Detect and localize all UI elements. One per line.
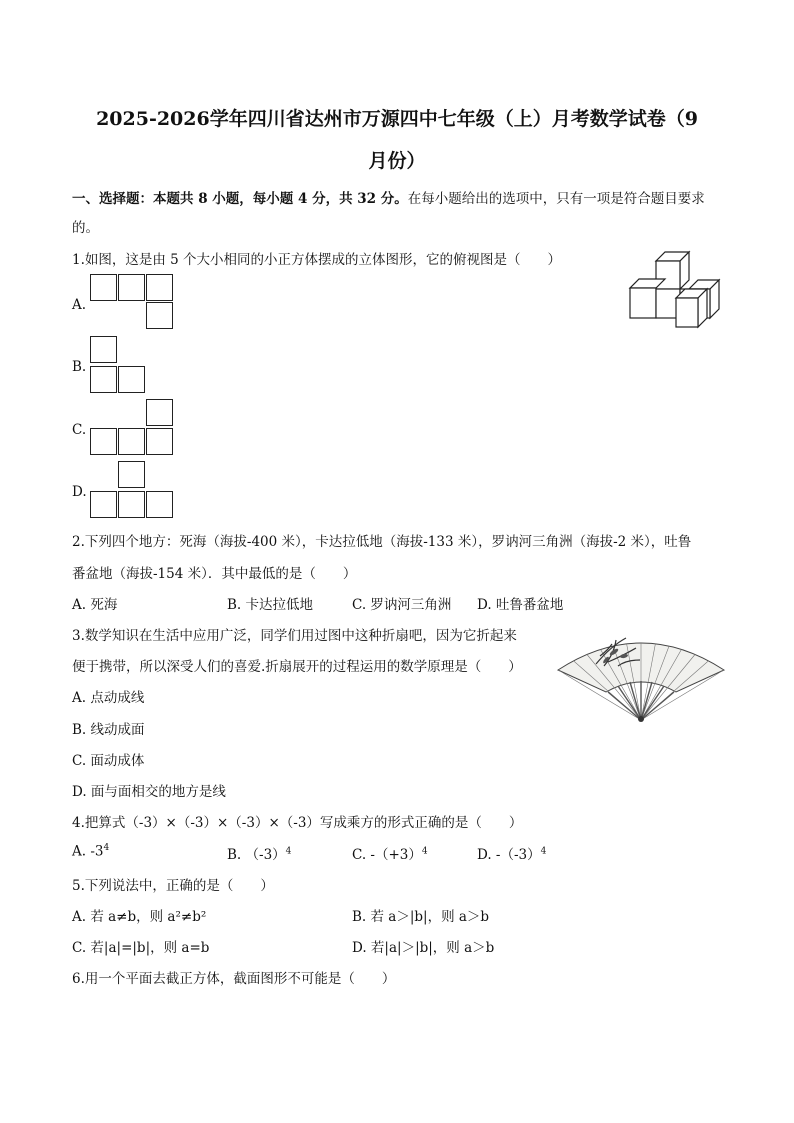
q4-option-b: B. $(-3)^4$ (227, 846, 292, 863)
q2-stem-line-1: 2.下列四个地方：死海（海拔-400 米），卡达拉低地（海拔-133 米），罗讷河三角洲（海拔-2 米），吐鲁 (72, 534, 692, 550)
q3-stem-line-2: 便于携带，所以深受人们的喜爱.折扇展开的过程运用的数学原理是（ ） (72, 659, 522, 675)
q1-option-a-label: A. (72, 297, 87, 313)
q2-option-d: D. 吐鲁番盆地 (477, 597, 564, 613)
q2-option-a: A. 死海 (72, 597, 118, 613)
q4-option-d: D. $-(-3)^4$ (477, 846, 547, 863)
q4-stem: 4.把算式（-3）×（-3）×（-3）×（-3）写成乘方的形式正确的是（ ） (72, 815, 523, 831)
section-header-bold: 一、选择题：本题共 8 小题，每小题 4 分，共 32 分。 (72, 191, 408, 207)
q1-stem: 1.如图，这是由 5 个大小相同的小正方体摆成的立体图形，它的俯视图是（ ） (72, 252, 562, 268)
q3-option-a: A. 点动成线 (72, 690, 145, 706)
q5-option-d: D. 若|a|＞|b|，则 a＞b (352, 940, 495, 956)
cube-stack-figure (626, 248, 726, 330)
q3-stem-line-1: 3.数学知识在生活中应用广泛，同学们用过图中这种折扇吧，因为它折起来 (72, 628, 517, 644)
q5-option-b: B. 若 a＞|b|，则 a＞b (352, 909, 490, 925)
q2-stem-line-2: 番盆地（海拔-154 米）．其中最低的是（ ） (72, 566, 357, 582)
q6-stem: 6.用一个平面去截正方体，截面图形不可能是（ ） (72, 971, 396, 987)
section-header-line-2: 的。 (72, 220, 99, 236)
q5-option-a: A. 若 a≠b，则 a²≠b² (72, 909, 207, 925)
q2-option-b: B. 卡达拉低地 (227, 597, 314, 613)
q4-option-c: C. $-(+3)^4$ (352, 846, 428, 863)
q3-option-b: B. 线动成面 (72, 722, 145, 738)
q5-option-c: C. 若|a|=|b|，则 a=b (72, 940, 210, 956)
q2-option-c: C. 罗讷河三角洲 (352, 597, 452, 613)
folding-fan-image (556, 626, 726, 726)
section-header-rest: 在每小题给出的选项中，只有一项是符合题目要求 (407, 191, 705, 207)
q1-option-c-label: C. (72, 422, 87, 438)
q3-option-c: C. 面动成体 (72, 753, 145, 769)
q1-option-b-label: B. (72, 359, 87, 375)
q1-option-d-label: D. (72, 484, 87, 500)
q3-option-d: D. 面与面相交的地方是线 (72, 784, 226, 800)
title-line-2: 月份） (368, 150, 426, 172)
title-line-1: 2025-2026学年四川省达州市万源四中七年级（上）月考数学试卷（9 (96, 108, 698, 130)
q4-option-a: A. $-3^4$ (72, 843, 110, 860)
q5-stem: 5.下列说法中，正确的是（ ） (72, 878, 274, 894)
section-header (72, 187, 705, 207)
